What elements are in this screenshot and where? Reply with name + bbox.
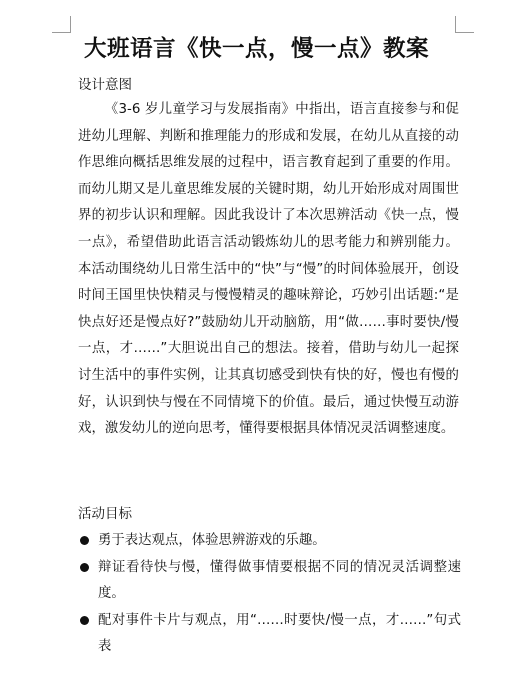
- goal-text: 辩证看待快与慢，懂得做事情要根据不同的情况灵活调整速度。: [98, 559, 461, 602]
- design-intent-heading: 设计意图: [78, 77, 132, 93]
- crop-mark-top-right: [455, 16, 474, 33]
- activity-goals-heading: 活动目标: [78, 506, 132, 522]
- list-item: [78, 608, 461, 661]
- goal-text: 勇于表达观点，体验思辨游戏的乐趣。: [98, 533, 326, 548]
- bullet-icon: [80, 616, 89, 625]
- design-intent-paragraph: 《3-6 岁儿童学习与发展指南》中指出，语言直接参与和促进幼儿理解、判断和推理能力的形成和发展，在幼儿从直接的动作思维向概括思维发展的过程中，语言教育起到了重要的作用。而幼儿期又是儿童思维发展的关键时期，幼儿开始形成对周围世界的初步认识和理解。因此我设计了本次思辨活动《快一点，慢一点》，希望借助此语言活动锻炼幼儿的思考能力和辨别能力。本活动围绕幼儿日常生活中的“快”与“慢”的时间体验展开，创设时间王国里快快精灵与慢慢精灵的趣味辩论，巧妙引出话题:“是快点好还是慢点好?”鼓励幼儿开动脑筋，用“做……事时要快/慢一点，才……”大胆说出自己的想法。接着，借助与幼儿一起探讨生活中的事件实例，让其真切感受到快有快的好，慢也有慢的好，认识到快与慢在不同情境下的价值。最后，通过快慢互动游戏，激发幼儿的逆向思考，懂得要根据具体情况灵活调整速度。: [78, 102, 459, 437]
- goal-text: 配对事件卡片与观点，用“……时要快/慢一点，才……”句式表: [98, 612, 461, 655]
- document-title: 大班语言《快一点，慢一点》教案: [83, 36, 429, 62]
- bullet-icon: [80, 536, 89, 545]
- activity-goals-list: [78, 528, 461, 661]
- list-item: [78, 528, 461, 555]
- list-item: [78, 555, 461, 608]
- bullet-icon: [80, 563, 89, 572]
- crop-mark-top-left: [52, 16, 71, 33]
